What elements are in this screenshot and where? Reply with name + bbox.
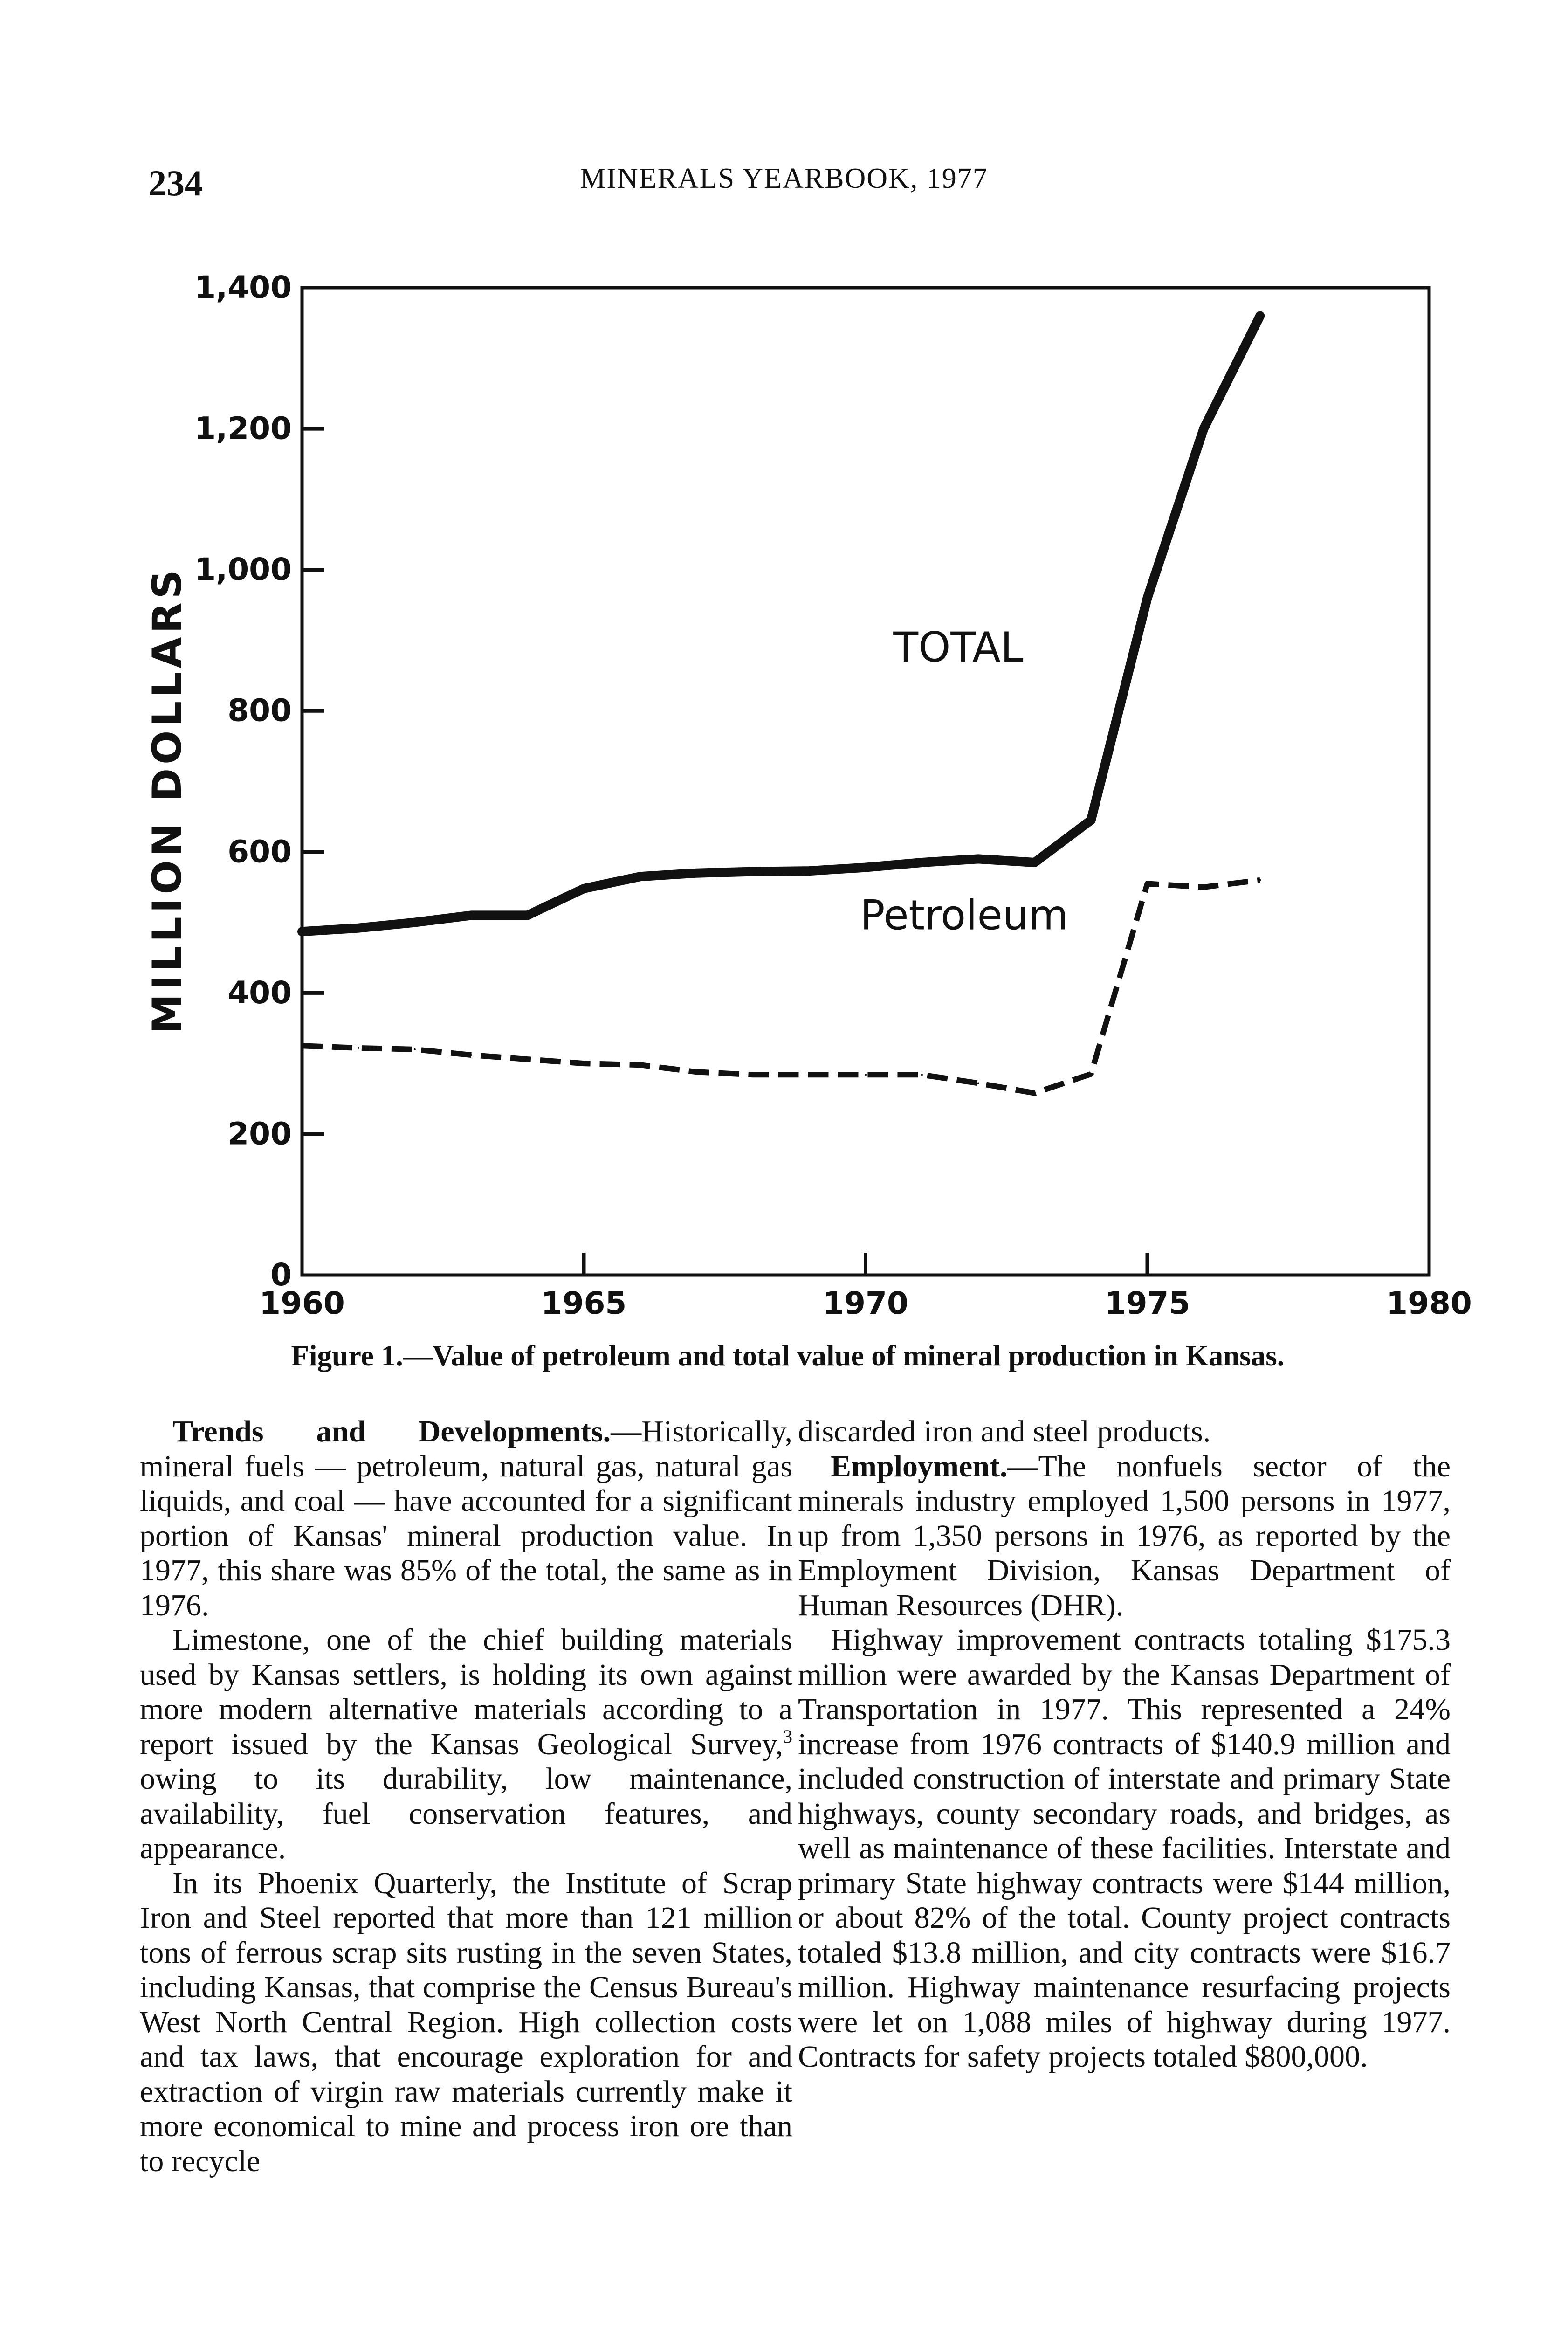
data-point: [414, 922, 416, 924]
figure-caption: Figure 1.—Value of petroleum and total value of mineral production in Kansas.: [291, 1339, 1285, 1372]
data-point: [470, 914, 472, 916]
y-tick-label: 800: [227, 692, 292, 729]
x-tick-label: 1960: [259, 1285, 345, 1321]
data-point: [1203, 428, 1204, 430]
data-point: [865, 867, 867, 869]
data-point: [1259, 315, 1261, 317]
section-heading: Employment.—: [831, 1449, 1038, 1483]
data-point: [752, 1074, 754, 1076]
series-annotation: Petroleum: [860, 891, 1069, 939]
series-line-petroleum: [302, 880, 1260, 1093]
paragraph-text: The nonfuels sector of the minerals industry employed 1,500 persons in 1977, up from 1,350 persons in 1976, as reported by the Employment Division, Kansas Department of Human Resources (DHR).: [798, 1449, 1451, 1622]
y-tick-label: 1,200: [194, 410, 292, 447]
chart-series: [301, 315, 1261, 1094]
data-point: [470, 1054, 472, 1056]
chart-labels: [144, 566, 1068, 1034]
x-tick-label: 1980: [1386, 1285, 1472, 1321]
y-tick-label: 1,000: [194, 552, 292, 588]
series-line-total: [302, 316, 1260, 932]
x-tick-label: 1965: [541, 1285, 627, 1321]
data-point: [977, 1083, 979, 1084]
data-point: [1034, 862, 1036, 863]
x-tick-label: 1975: [1104, 1285, 1190, 1321]
series-annotation: TOTAL: [893, 623, 1024, 671]
data-point: [1147, 883, 1148, 884]
data-point: [1259, 879, 1261, 881]
paragraph: [140, 1866, 792, 2179]
data-point: [752, 871, 754, 873]
data-point: [358, 1047, 359, 1049]
data-point: [1203, 886, 1204, 888]
paragraph: [140, 1414, 792, 1623]
data-point: [527, 914, 529, 916]
data-point: [414, 1048, 416, 1050]
data-point: [583, 1062, 585, 1064]
y-tick-label: 200: [227, 1116, 292, 1152]
data-point: [921, 1074, 923, 1076]
data-point: [808, 870, 810, 872]
data-point: [1090, 819, 1092, 821]
data-point: [1090, 1073, 1092, 1075]
data-point: [301, 931, 303, 932]
paragraph: [798, 1449, 1451, 1623]
y-tick-label: 0: [270, 1257, 292, 1293]
running-title: MINERALS YEARBOOK, 1977: [580, 163, 988, 194]
data-point: [301, 1045, 303, 1047]
paragraph-text: discarded iron and steel products.: [798, 1414, 1211, 1448]
section-heading: Trends and Developments.—: [172, 1414, 642, 1448]
chart-axes: [194, 269, 1472, 1321]
data-point: [639, 876, 641, 877]
x-tick-label: 1970: [823, 1285, 908, 1321]
data-point: [527, 1058, 529, 1060]
y-tick-label: 600: [227, 834, 292, 870]
page-number: 234: [148, 163, 203, 203]
footnote-marker: 3: [783, 1725, 792, 1747]
plot-frame: [302, 288, 1429, 1275]
paragraph-text: Historically, mineral fuels — petroleum, natural gas, natural gas liquids, and coal — have accounted for a significant portion of Kansas' mineral production value. In 1977, this share was 85% of the total, the same as in 1976.: [140, 1414, 792, 1622]
data-point: [639, 1064, 641, 1066]
data-point: [921, 862, 923, 863]
paragraph: [140, 1623, 792, 1866]
y-tick-label: 400: [227, 974, 292, 1011]
paragraph-text: In its Phoenix Quarterly, the Institute of Scrap Iron and Steel reported that more than 121 million tons of ferrous scrap sits rusting in the seven States, including Kansas, that comprise the Census Bureau's West North Central Region. High collection costs and tax laws, that encourage exploration for and extraction of virgin raw materials currently make it more economical to mine and process iron ore than to recycle: [140, 1866, 792, 2178]
data-point: [977, 858, 979, 860]
paragraph-text: owing to its durability, low maintenance, availability, fuel conservation features, and appearance.: [140, 1762, 792, 1865]
paragraph-text: Highway improvement contracts totaling $175.3 million were awarded by the Kansas Department of Transportation in 1977. This represented a 24% increase from 1976 contracts of $140.9 million and included construction of interstate and primary State highways, county secondary roads, and bridges, as well as maintenance of these facilities. Interstate and primary State highway contracts were $144 million, or about 82% of the total. County project contracts totaled $13.8 million, and city contracts were $16.7 million. Highway maintenance resurfacing projects were let on 1,088 miles of highway during 1977. Contracts for safety projects totaled $800,000.: [798, 1623, 1451, 2074]
data-point: [358, 927, 359, 929]
data-point: [695, 872, 697, 874]
text-column-right: [798, 1414, 1451, 2075]
data-point: [583, 888, 585, 890]
paragraph-text: Limestone, one of the chief building materials used by Kansas settlers, is holding its own against more modern alternative materials according to a report issued by the Kansas Geological Survey,: [140, 1623, 792, 1761]
data-point: [1147, 597, 1148, 599]
paragraph: [798, 1623, 1451, 2075]
data-point: [695, 1071, 697, 1073]
y-tick-label: 1,400: [194, 269, 292, 305]
paragraph: [798, 1414, 1451, 1449]
data-point: [1034, 1092, 1036, 1094]
text-column-left: [140, 1414, 792, 2179]
data-point: [808, 1074, 810, 1076]
y-axis-title: MILLION DOLLARS: [144, 566, 191, 1034]
data-point: [865, 1074, 867, 1076]
